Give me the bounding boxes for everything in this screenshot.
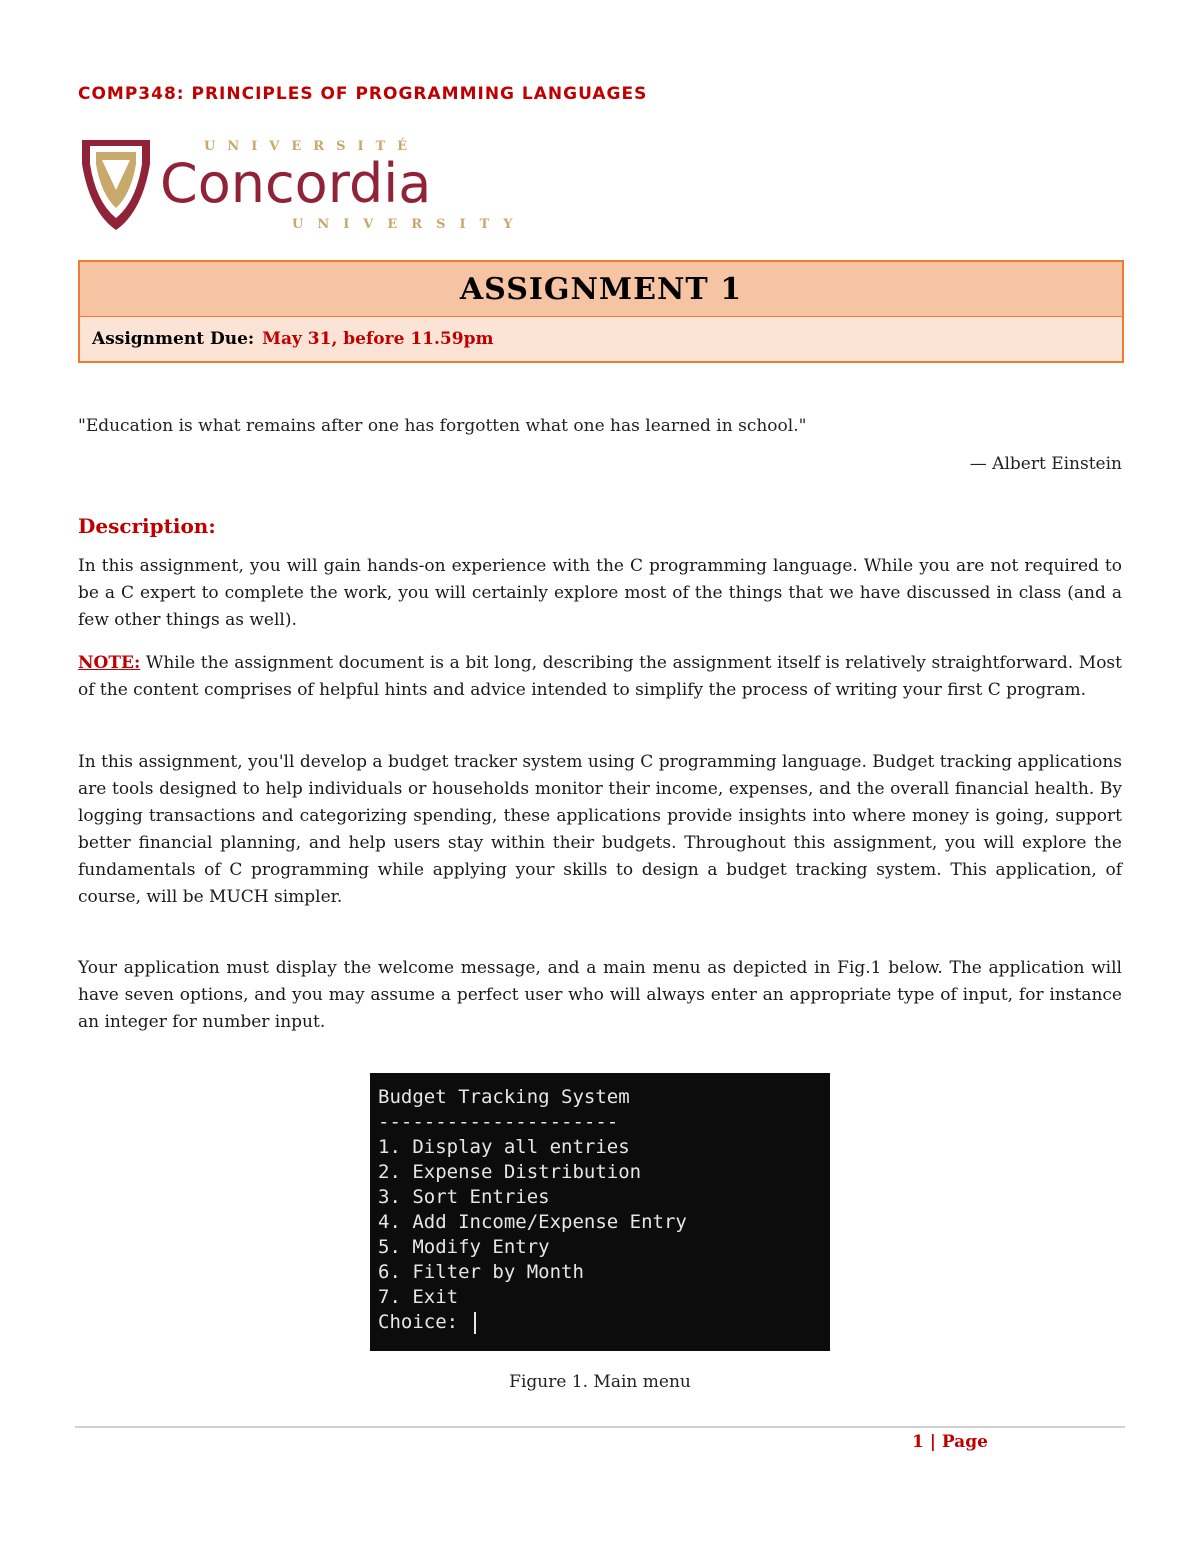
due-label: Assignment Due: — [92, 329, 255, 349]
note-label: NOTE: — [78, 653, 141, 673]
menu-option: 2. Expense Distribution — [378, 1161, 642, 1183]
terminal-prompt: Choice: — [378, 1311, 470, 1333]
text-cursor-icon — [474, 1312, 476, 1334]
note-paragraph — [78, 650, 1122, 704]
menu-option: 7. Exit — [378, 1286, 459, 1308]
description-paragraph-4: Your application must display the welcome message, and a main menu as depicted in Fig.1 below. The application will have seven options, and you may assume a perfect user who will always enter an appropriate type of input, for instance an integer for number input. — [78, 958, 1122, 1032]
figure-caption: Figure 1. Main menu — [509, 1372, 691, 1392]
assignment-title: ASSIGNMENT 1 — [459, 271, 743, 307]
quote-text: "Education is what remains after one has forgotten what one has learned in school." — [78, 416, 807, 436]
logo-bottom-text: UNIVERSITY — [292, 217, 527, 232]
due-date: May 31, before 11.59pm — [262, 329, 494, 349]
logo-name: Concordia — [160, 152, 432, 215]
note-text: While the assignment document is a bit long, describing the assignment itself is relatively straightforward. Most of the content comprises of helpful hints and advice intended to simplify the process of writing your first C program. — [78, 653, 1122, 700]
terminal-separator: --------------------- — [378, 1111, 619, 1133]
menu-option: 6. Filter by Month — [378, 1261, 584, 1283]
description-paragraph-3: In this assignment, you'll develop a budget tracker system using C programming language. Budget tracking applications are tools designed to help individuals or households monitor their income, expenses, and the overall financial health. By logging transactions and categorizing spending, these applications provide insights into where money is going, support better financial planning, and help users stay within their budgets. Throughout this assignment, you will explore the fundamentals of C programming while applying your skills to design a budget tracking system. This application, of course, will be MUCH simpler. — [78, 752, 1122, 907]
description-paragraph-1: In this assignment, you will gain hands-on experience with the C programming language. While you are not required to be a C expert to complete the work, you will certainly explore most of the things that we have discussed in class (and a few other things as well). — [78, 556, 1122, 630]
due-row — [80, 317, 1122, 361]
title-row — [80, 262, 1122, 317]
menu-option: 1. Display all entries — [378, 1136, 630, 1158]
terminal-title: Budget Tracking System — [378, 1086, 630, 1108]
logo-top-text: UNIVERSITÉ — [204, 139, 420, 154]
menu-option: 3. Sort Entries — [378, 1186, 550, 1208]
menu-option: 4. Add Income/Expense Entry — [378, 1211, 687, 1233]
description-heading: Description: — [78, 514, 216, 538]
terminal-prompt-line — [378, 1310, 822, 1335]
quote-author: — Albert Einstein — [969, 454, 1122, 474]
course-header: COMP348: PRINCIPLES OF PROGRAMMING LANGUAGES — [78, 84, 648, 104]
page-number: 1 | Page — [912, 1432, 988, 1452]
terminal-main-menu — [370, 1073, 830, 1351]
assignment-title-box — [78, 260, 1124, 363]
menu-option: 5. Modify Entry — [378, 1236, 550, 1258]
concordia-logo — [80, 130, 527, 240]
footer-divider — [75, 1426, 1125, 1428]
crest-icon — [82, 140, 150, 230]
